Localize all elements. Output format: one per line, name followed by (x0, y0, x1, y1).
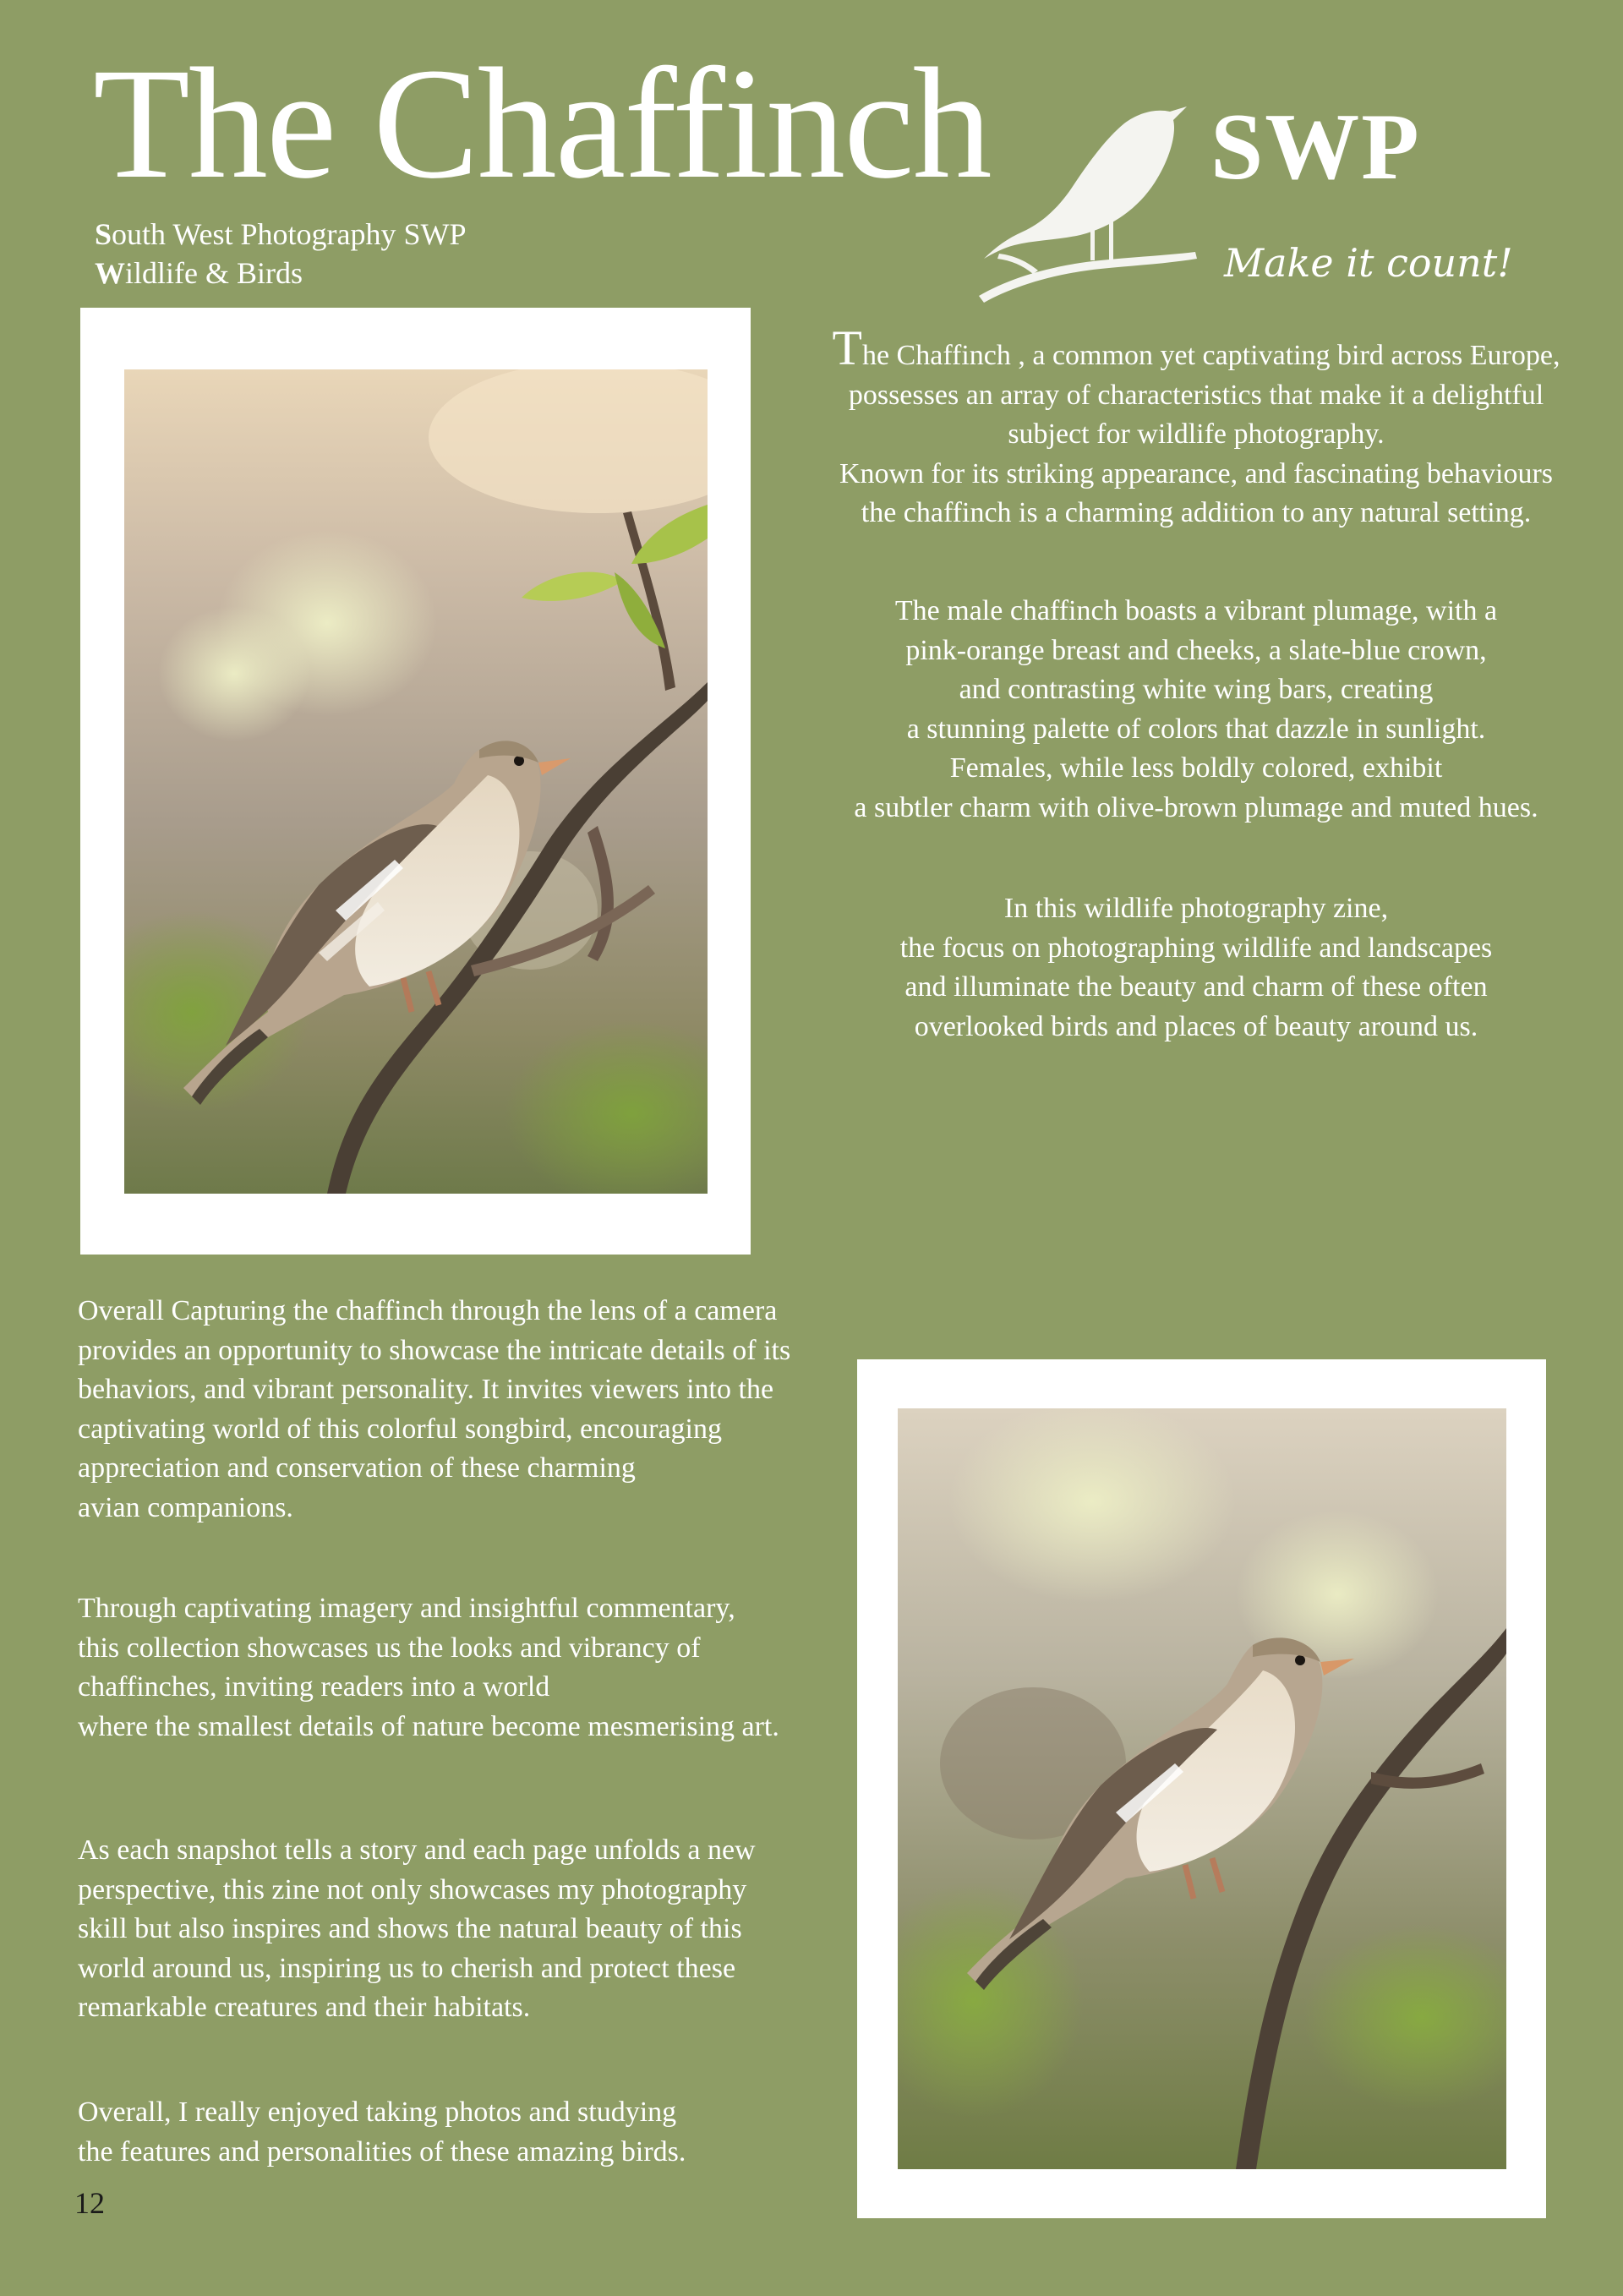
closing-paragraph: Overall, I really enjoyed taking photos and studying the features and personalities of these amazing birds. (78, 2096, 686, 2168)
brand-mark: SWP (1210, 95, 1421, 200)
tagline: Make it count! (1224, 240, 1513, 286)
capturing-paragraph: Overall Capturing the chaffinch through the lens of a camera provides an opportunity to showcase the intricate details of its behaviors, and vibrant personality. It invites viewers into the captivating world of this colorful songbird, encouraging appreciation and conservation of these charming avian companions. (78, 1295, 791, 1523)
bird-on-branch-icon (974, 100, 1200, 303)
page-number: 12 (74, 2186, 105, 2220)
photo-frame-2 (857, 1359, 1546, 2218)
intro-dropcap: T (832, 320, 862, 375)
subtitle-line-1-initial: S (95, 217, 112, 251)
chaffinch-photo-1 (124, 369, 708, 1194)
zine-focus-paragraph: In this wildlife photography zine, the focus on photographing wildlife and landscapes and illuminate the beauty and charm of these often overlooked birds and places of beauty around us. (899, 893, 1493, 1042)
photo-frame-1 (80, 308, 751, 1255)
snapshot-paragraph: As each snapshot tells a story and each page unfolds a new perspective, this zine not only showcases my photography skill but also inspires and shows the natural beauty of this world around us, inspiring us to cherish and protect these remarkable creatures and their habitats. (78, 1834, 756, 2023)
male-plumage-paragraph: The male chaffinch boasts a vibrant plumage, with a pink-orange breast and cheeks, a slate-blue crown, and contrasting white wing bars, creating a stunning palette of colors that dazzle in sunlight. Females, while less boldly colored, exhibit a subtler charm with olive-brown plumage and muted hues. (854, 595, 1538, 823)
subtitle-line-1-text: outh West Photography SWP (112, 217, 467, 251)
subtitle-line-2-initial: W (95, 256, 125, 290)
intro-text: he Chaffinch , a common yet captivating bird across Europe, possesses an array of characteristics that make it a delightful subject for wildlife photography. Known for its striking appearance, and fascinating behaviours the chaffinch is a charming addition to any natural setting. (839, 340, 1560, 528)
subtitle-line-1 (95, 215, 466, 254)
page-title: The Chaffinch (93, 35, 991, 211)
intro-paragraph (790, 320, 1602, 533)
page-subtitle (95, 215, 466, 292)
subtitle-line-2 (95, 254, 466, 292)
chaffinch-photo-2 (898, 1408, 1506, 2169)
imagery-paragraph: Through captivating imagery and insightful commentary, this collection showcases us the looks and vibrancy of chaffinches, inviting readers into a world where the smallest details of nature become mesmerising art. (78, 1593, 779, 1742)
subtitle-line-2-text: ildlife & Birds (125, 256, 303, 290)
